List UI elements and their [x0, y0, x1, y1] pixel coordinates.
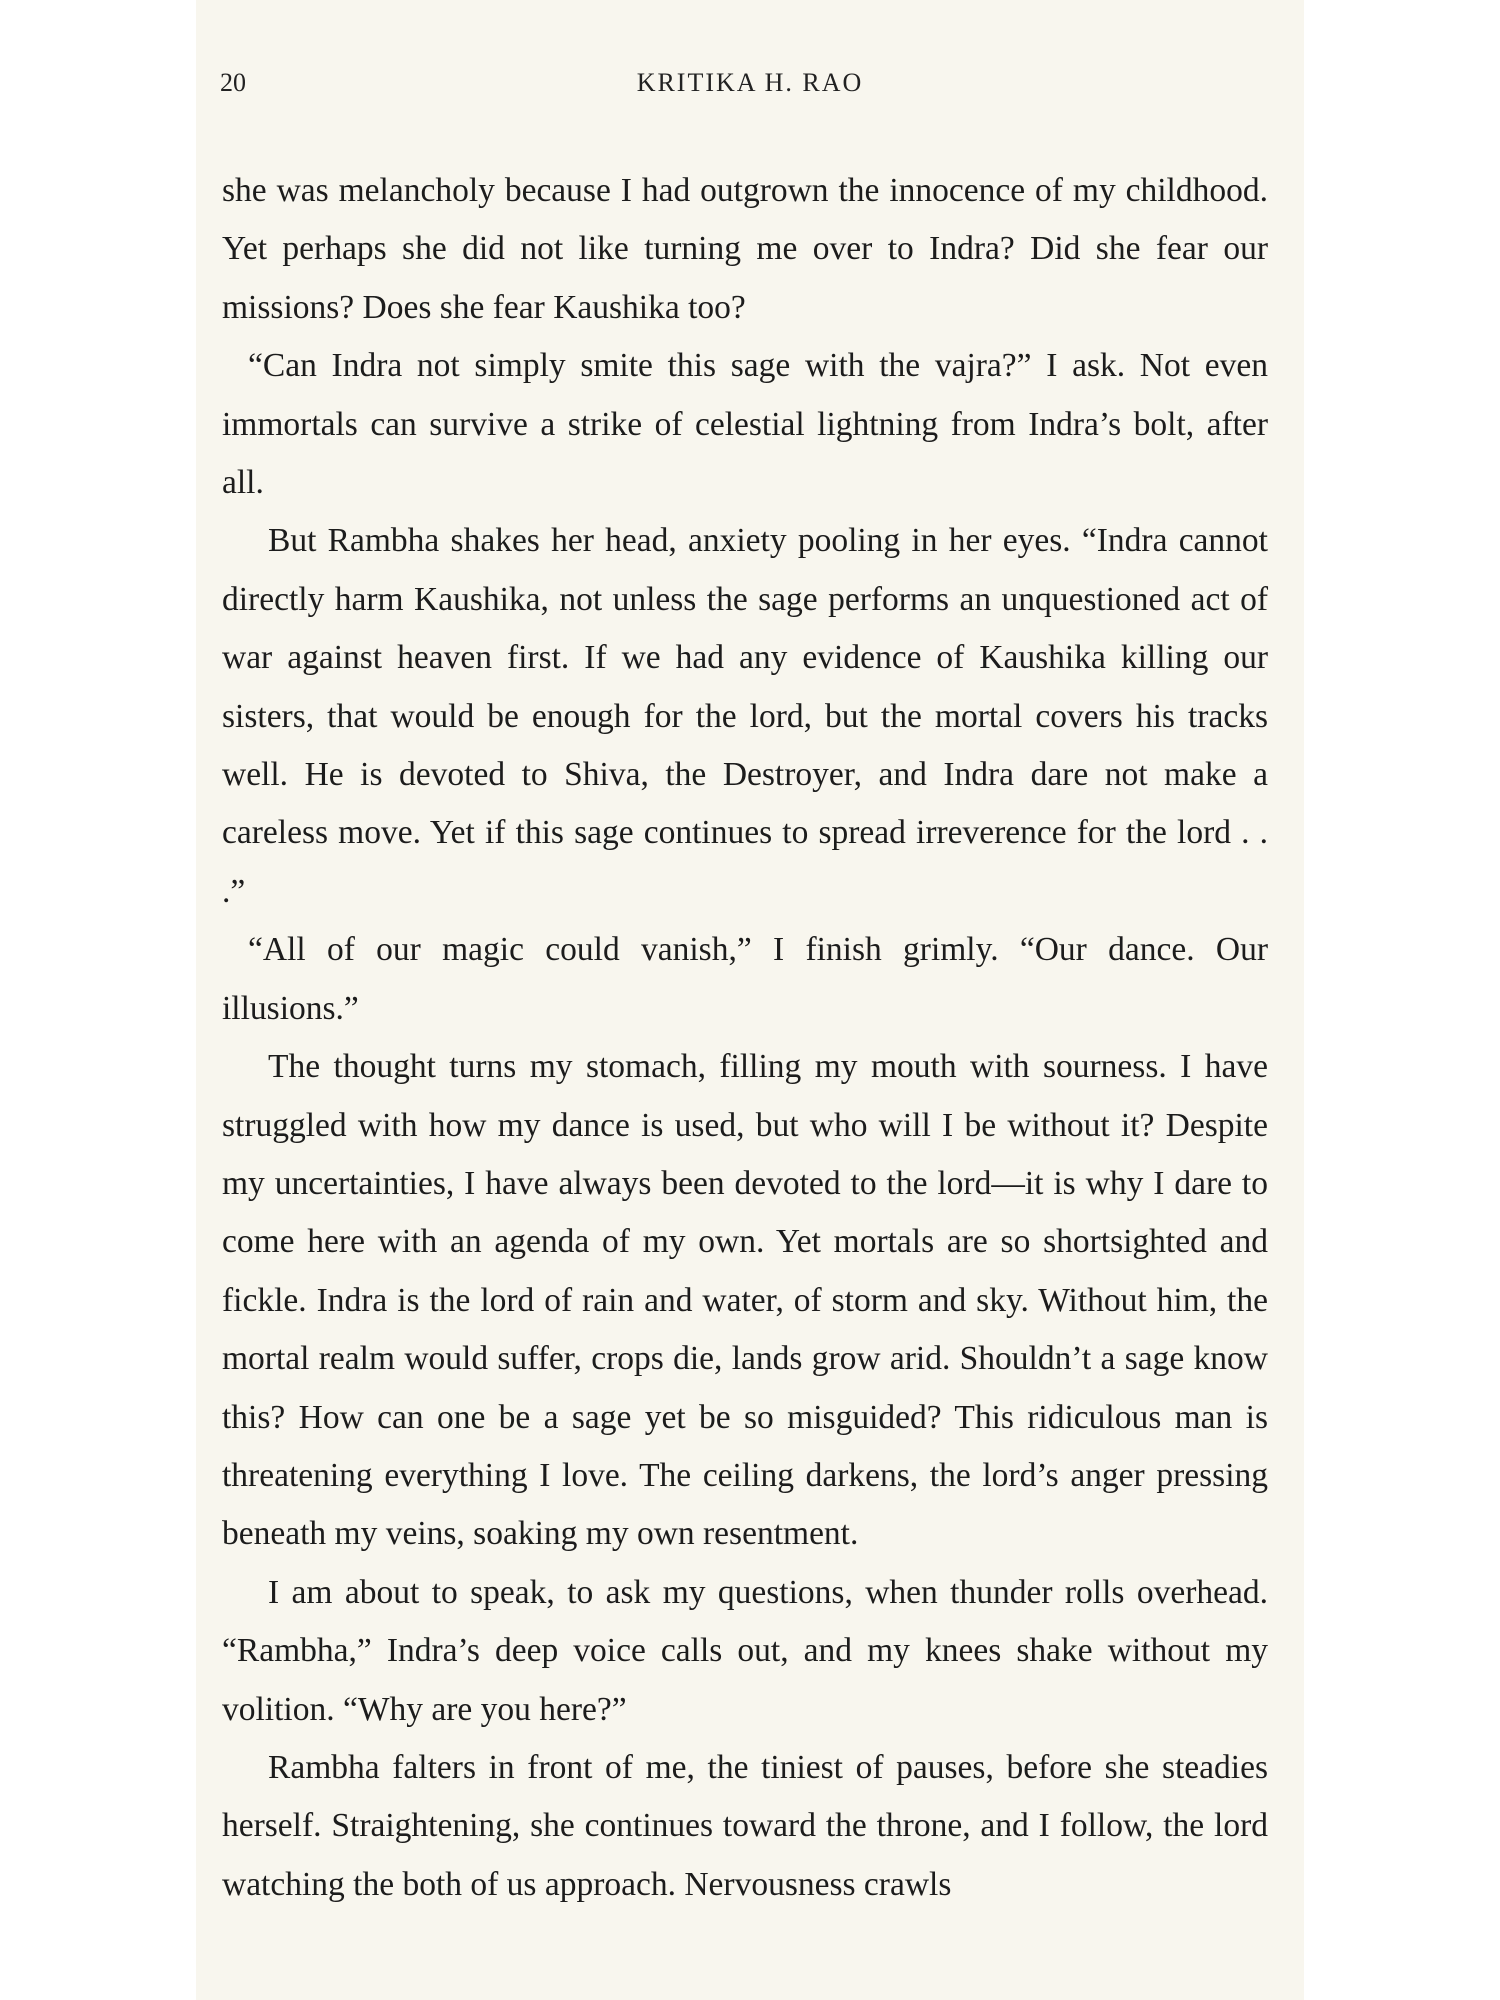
body-text	[222, 162, 1268, 1914]
paragraph: But Rambha shakes her head, anxiety pooling in her eyes. “Indra cannot directly harm Kaushika, not unless the sage performs an unquestioned act of war against heaven first. If we had any evidence of Kaushika killing our sisters, that would be enough for the lord, but the mortal covers his tracks well. He is devoted to Shiva, the Destroyer, and Indra dare not make a careless move. Yet if this sage continues to spread irreverence for the lord . . .”	[222, 522, 1268, 910]
paragraph: “Can Indra not simply smite this sage with the vajra?” I ask. Not even immortals can survive a strike of celestial lightning from Indra’s bolt, after all.	[222, 347, 1268, 502]
paragraph: “All of our magic could vanish,” I finish grimly. “Our dance. Our illusions.”	[222, 931, 1268, 1027]
paragraph: I am about to speak, to ask my questions, when thunder rolls overhead. “Rambha,” Indra’s deep voice calls out, and my knees shake without my volition. “Why are you here?”	[222, 1573, 1268, 1728]
running-head	[196, 62, 1304, 102]
page-number: 20	[220, 68, 246, 97]
paragraph: Rambha falters in front of me, the tiniest of pauses, before she steadies herself. Straightening, she continues toward the throne, and I follow, the lord watching the both of us approach. Nervousness crawls	[222, 1748, 1268, 1903]
running-head-author: KRITIKA H. RAO	[636, 68, 864, 97]
book-page	[196, 0, 1304, 2000]
paragraph: she was melancholy because I had outgrown the innocence of my childhood. Yet perhaps she did not like turning me over to Indra? Did she fear our missions? Does she fear Kaushika too?	[222, 172, 1268, 326]
paragraph: The thought turns my stomach, filling my mouth with sourness. I have struggled with how my dance is used, but who will I be without it? Despite my uncertainties, I have always been devoted to the lord—it is why I dare to come here with an agenda of my own. Yet mortals are so shortsighted and fickle. Indra is the lord of rain and water, of storm and sky. Without him, the mortal realm would suffer, crops die, lands grow arid. Shouldn’t a sage know this? How can one be a sage yet be so misguided? This ridiculous man is threatening everything I love. The ceiling darkens, the lord’s anger pressing beneath my veins, soaking my own resentment.	[222, 1048, 1268, 1553]
